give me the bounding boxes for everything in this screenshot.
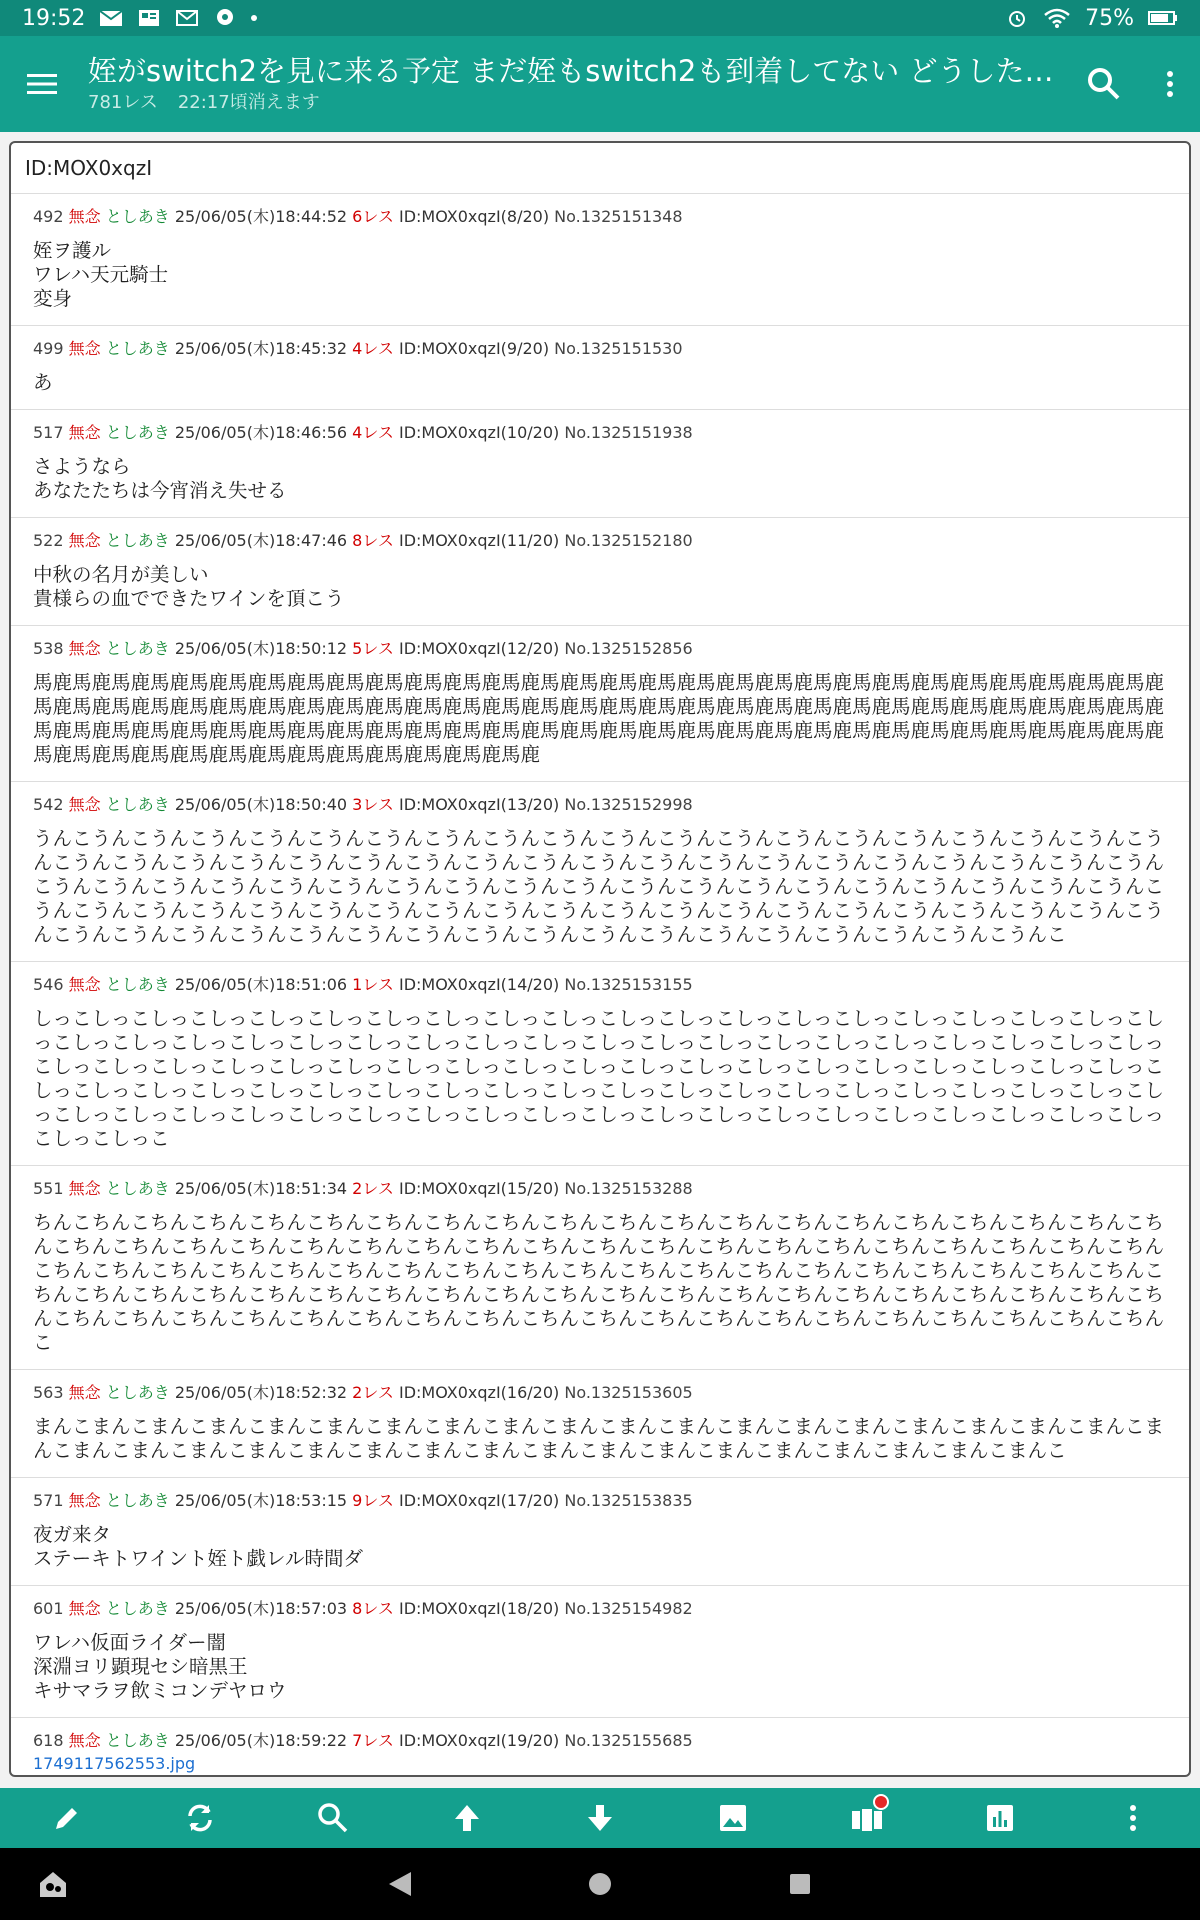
post-meta xyxy=(33,206,1165,228)
post-meta xyxy=(33,1598,1165,1620)
post-number: 618 xyxy=(33,1731,64,1750)
post-number: 563 xyxy=(33,1383,64,1402)
post-number: 601 xyxy=(33,1599,64,1618)
post-item[interactable] xyxy=(11,518,1189,626)
arrow-up-icon xyxy=(453,1803,481,1833)
post-mail-name: 無念 xyxy=(68,207,101,226)
res-count: 781レス xyxy=(88,92,158,113)
arrow-down-icon xyxy=(586,1803,614,1833)
post-id[interactable]: ID:MOX0xqzI(16/20) xyxy=(398,1383,560,1402)
post-mail-name: 無念 xyxy=(68,1383,101,1402)
post-date: 25/06/05(木)18:52:32 xyxy=(174,1383,348,1402)
post-res-count[interactable]: 8レス xyxy=(352,531,394,550)
post-res-count[interactable]: 2レス xyxy=(352,1179,394,1198)
post-user-name: としあき xyxy=(105,1731,170,1750)
chart-icon xyxy=(985,1803,1015,1833)
post-body: ワレハ仮面ライダー闇 深淵ヨリ顕現セシ暗黒王 キサマラヲ飲ミコンデヤロウ xyxy=(33,1631,287,1702)
post-res-count[interactable]: 2レス xyxy=(352,1383,394,1402)
post-no[interactable]: No.1325153605 xyxy=(564,1383,693,1402)
expire-time: 22:17頃消えます xyxy=(177,92,320,113)
post-body: しっこしっこしっこしっこしっこしっこしっこしっこしっこしっこしっこしっこしっこしっこしっこしっこしっこしっこしっこしっこしっこしっこしっこしっこしっこしっこしっこしっこしっこしっこしっこしっこしっこしっこしっこしっこしっこしっこしっこしっこしっこしっこしっこしっこしっこしっこしっこしっこしっこしっこしっこしっこしっこしっこしっこしっこしっこしっこしっこしっこしっこしっこしっこしっこしっこしっこしっこしっこしっこしっこしっこしっこしっこしっこしっこしっこしっこしっこしっこしっこしっこしっこしっこしっこしっこしっこしっこしっこしっこしっこしっこしっこしっこしっこしっこしっこしっこしっこしっこ xyxy=(33,1007,1165,1150)
overflow-menu-button[interactable] xyxy=(1140,36,1200,132)
post-number: 546 xyxy=(33,975,64,994)
id-popup[interactable] xyxy=(9,141,1191,1777)
search-thread-button[interactable] xyxy=(303,1788,363,1848)
stats-button[interactable] xyxy=(970,1788,1030,1848)
post-mail-name: 無念 xyxy=(68,531,101,550)
battery-percent: 75% xyxy=(1085,5,1134,31)
post-res-count[interactable]: 4レス xyxy=(352,423,394,442)
post-res-count[interactable]: 8レス xyxy=(352,1599,394,1618)
post-meta xyxy=(33,530,1165,552)
chat-icon xyxy=(213,8,237,28)
nav-app-button[interactable] xyxy=(36,1848,70,1920)
hamburger-icon xyxy=(27,72,57,96)
post-date: 25/06/05(木)18:51:34 xyxy=(174,1179,348,1198)
post-meta xyxy=(33,1490,1165,1512)
post-mail-name: 無念 xyxy=(68,1179,101,1198)
attachment-link[interactable]: 1749117562553.jpg xyxy=(33,1754,196,1773)
nav-back-button[interactable] xyxy=(360,1848,440,1920)
post-body: うんこうんこうんこうんこうんこうんこうんこうんこうんこうんこうんこうんこうんこうんこうんこうんこうんこうんこうんこうんこうんこうんこうんこうんこうんこうんこうんこうんこうんこうんこうんこうんこうんこうんこうんこうんこうんこうんこうんこうんこうんこうんこうんこうんこうんこうんこうんこうんこうんこうんこうんこうんこうんこうんこうんこうんこうんこうんこうんこうんこうんこうんこうんこうんこうんこうんこうんこうんこうんこうんこうんこうんこうんこうんこうんこうんこうんこうんこうんこうんこうんこうんこうんこうんこうんこうんこうんこうんこうんこうんこうんこうんこうんこうんこうんこ xyxy=(33,827,1165,946)
post-date: 25/06/05(木)18:45:32 xyxy=(174,339,348,358)
mail-outline-icon xyxy=(175,8,199,28)
post-meta xyxy=(33,338,1165,360)
post-body: 中秋の名月が美しい 貴様らの血でできたワインを頂こう xyxy=(33,563,345,610)
news-icon xyxy=(137,8,161,28)
home-tools-icon xyxy=(36,1869,70,1899)
post-number: 517 xyxy=(33,423,64,442)
post-item[interactable] xyxy=(11,962,1189,1166)
more-vert-icon xyxy=(1166,70,1174,98)
post-id[interactable]: ID:MOX0xqzI(18/20) xyxy=(398,1599,560,1618)
battery-icon xyxy=(1148,8,1178,28)
post-mail-name: 無念 xyxy=(68,639,101,658)
post-meta xyxy=(33,1382,1165,1404)
post-mail-name: 無念 xyxy=(68,423,101,442)
post-user-name: としあき xyxy=(105,207,170,226)
search-icon xyxy=(1087,67,1121,101)
wifi-icon xyxy=(1043,8,1071,28)
post-body: 馬鹿馬鹿馬鹿馬鹿馬鹿馬鹿馬鹿馬鹿馬鹿馬鹿馬鹿馬鹿馬鹿馬鹿馬鹿馬鹿馬鹿馬鹿馬鹿馬鹿馬鹿馬鹿馬鹿馬鹿馬鹿馬鹿馬鹿馬鹿馬鹿馬鹿馬鹿馬鹿馬鹿馬鹿馬鹿馬鹿馬鹿馬鹿馬鹿馬鹿馬鹿馬鹿馬鹿馬鹿馬鹿馬鹿馬鹿馬鹿馬鹿馬鹿馬鹿馬鹿馬鹿馬鹿馬鹿馬鹿馬鹿馬鹿馬鹿馬鹿馬鹿馬鹿馬鹿馬鹿馬鹿馬鹿馬鹿馬鹿馬鹿馬鹿馬鹿馬鹿馬鹿馬鹿馬鹿馬鹿馬鹿馬鹿馬鹿馬鹿馬鹿馬鹿馬鹿馬鹿馬鹿馬鹿馬鹿馬鹿馬鹿馬鹿馬鹿馬鹿馬鹿馬鹿馬鹿馬鹿馬鹿馬鹿馬鹿馬鹿 xyxy=(33,671,1165,766)
post-user-name: としあき xyxy=(105,639,170,658)
post-item[interactable] xyxy=(11,626,1189,782)
post-number: 571 xyxy=(33,1491,64,1510)
post-date: 25/06/05(木)18:53:15 xyxy=(174,1491,348,1510)
scroll-bottom-button[interactable] xyxy=(570,1788,630,1848)
refresh-button[interactable] xyxy=(170,1788,230,1848)
post-number: 542 xyxy=(33,795,64,814)
post-body: ちんこちんこちんこちんこちんこちんこちんこちんこちんこちんこちんこちんこちんこちんこちんこちんこちんこちんこちんこちんこちんこちんこちんこちんこちんこちんこちんこちんこちんこちんこちんこちんこちんこちんこちんこちんこちんこちんこちんこちんこちんこちんこちんこちんこちんこちんこちんこちんこちんこちんこちんこちんこちんこちんこちんこちんこちんこちんこちんこちんこちんこちんこちんこちんこちんこちんこちんこちんこちんこちんこちんこちんこちんこちんこちんこちんこちんこちんこちんこちんこちんこちんこちんこちんこちんこちんこちんこちんこちんこちんこちんこちんこちんこちんこちんこちんこちんこ xyxy=(33,1211,1165,1354)
post-res-count[interactable]: 1レス xyxy=(352,975,394,994)
post-meta xyxy=(33,1730,1165,1752)
post-body: 姪ヲ護ル ワレハ天元騎士 変身 xyxy=(33,239,169,310)
post-id[interactable]: ID:MOX0xqzI(12/20) xyxy=(398,639,560,658)
post-no[interactable]: No.1325153288 xyxy=(564,1179,693,1198)
toolbar-more-button[interactable] xyxy=(1103,1788,1163,1848)
post-user-name: としあき xyxy=(105,531,170,550)
post-no[interactable]: No.1325151530 xyxy=(554,339,683,358)
alarm-icon xyxy=(1005,8,1029,28)
post-meta xyxy=(33,638,1165,660)
post-user-name: としあき xyxy=(105,1179,170,1198)
post-item[interactable] xyxy=(11,1166,1189,1370)
post-item[interactable] xyxy=(11,326,1189,410)
post-number: 522 xyxy=(33,531,64,550)
post-item[interactable] xyxy=(11,1478,1189,1586)
search-icon xyxy=(317,1802,349,1834)
search-button[interactable] xyxy=(1068,36,1140,132)
post-date: 25/06/05(木)18:51:06 xyxy=(174,975,348,994)
post-item[interactable] xyxy=(11,1370,1189,1478)
post-item[interactable] xyxy=(11,1586,1189,1718)
post-no[interactable]: No.1325152180 xyxy=(564,531,693,550)
post-id[interactable]: ID:MOX0xqzI(15/20) xyxy=(398,1179,560,1198)
nav-recents-button[interactable] xyxy=(760,1848,840,1920)
thread-title: 姪がswitch2を見に来る予定 まだ姪もswitch2も到着してない どうした… xyxy=(88,54,1054,88)
post-mail-name: 無念 xyxy=(68,975,101,994)
post-id[interactable]: ID:MOX0xqzI(8/20) xyxy=(398,207,550,226)
post-meta xyxy=(33,974,1165,996)
refresh-icon xyxy=(184,1802,216,1834)
post-no[interactable]: No.1325153155 xyxy=(564,975,693,994)
post-user-name: としあき xyxy=(105,339,170,358)
post-no[interactable]: No.1325153835 xyxy=(564,1491,693,1510)
post-res-count[interactable]: 7レス xyxy=(352,1731,394,1750)
post-mail-name: 無念 xyxy=(68,1731,101,1750)
post-number: 499 xyxy=(33,339,64,358)
post-user-name: としあき xyxy=(105,1491,170,1510)
post-user-name: としあき xyxy=(105,795,170,814)
mail-icon xyxy=(99,8,123,28)
post-no[interactable]: No.1325151348 xyxy=(554,207,683,226)
post-date: 25/06/05(木)18:47:46 xyxy=(174,531,348,550)
post-mail-name: 無念 xyxy=(68,1491,101,1510)
status-bar xyxy=(0,0,1200,36)
post-item[interactable] xyxy=(11,194,1189,326)
more-vert-icon xyxy=(1129,1804,1137,1832)
post-date: 25/06/05(木)18:57:03 xyxy=(174,1599,348,1618)
write-button[interactable] xyxy=(37,1788,97,1848)
post-id[interactable]: ID:MOX0xqzI(13/20) xyxy=(398,795,560,814)
post-body: まんこまんこまんこまんこまんこまんこまんこまんこまんこまんこまんこまんこまんこまんこまんこまんこまんこまんこまんこまんこまんこまんこまんこまんこまんこまんこまんこまんこまんこまんこまんこまんこまんこまんこまんこまんこまんこ xyxy=(33,1415,1165,1462)
bottom-toolbar xyxy=(0,1788,1200,1848)
pencil-icon xyxy=(52,1803,82,1833)
notification-badge xyxy=(873,1794,889,1810)
more-notifications-dot xyxy=(251,15,257,21)
post-body: 夜ガ来タ ステーキトワイント姪ト戯レル時間ダ xyxy=(33,1523,364,1570)
post-res-count[interactable]: 5レス xyxy=(352,639,394,658)
post-date: 25/06/05(木)18:44:52 xyxy=(174,207,348,226)
post-item[interactable] xyxy=(11,1718,1189,1777)
post-id[interactable]: ID:MOX0xqzI(17/20) xyxy=(398,1491,560,1510)
post-date: 25/06/05(木)18:46:56 xyxy=(174,423,348,442)
post-id[interactable]: ID:MOX0xqzI(19/20) xyxy=(398,1731,560,1750)
post-id[interactable]: ID:MOX0xqzI(9/20) xyxy=(398,339,550,358)
app-bar xyxy=(0,36,1200,132)
system-nav-bar xyxy=(0,1848,1200,1920)
post-body: あ xyxy=(33,371,53,394)
home-circle-icon xyxy=(588,1872,612,1896)
post-number: 551 xyxy=(33,1179,64,1198)
thread-title-area xyxy=(84,52,1068,116)
post-date: 25/06/05(木)18:50:40 xyxy=(174,795,348,814)
post-list xyxy=(11,194,1189,1777)
post-id[interactable]: ID:MOX0xqzI(10/20) xyxy=(398,423,560,442)
post-date: 25/06/05(木)18:50:12 xyxy=(174,639,348,658)
post-id[interactable]: ID:MOX0xqzI(14/20) xyxy=(398,975,560,994)
post-meta xyxy=(33,794,1165,816)
post-id[interactable]: ID:MOX0xqzI(11/20) xyxy=(398,531,560,550)
post-no[interactable]: No.1325154982 xyxy=(564,1599,693,1618)
post-number: 492 xyxy=(33,207,64,226)
recents-square-icon xyxy=(788,1872,812,1896)
nav-home-button[interactable] xyxy=(560,1848,640,1920)
post-no[interactable]: No.1325155685 xyxy=(564,1731,693,1750)
post-item[interactable] xyxy=(11,410,1189,518)
post-body: さようなら あなたたちは今宵消え失せる xyxy=(33,455,287,502)
post-mail-name: 無念 xyxy=(68,339,101,358)
post-res-count[interactable]: 6レス xyxy=(352,207,394,226)
post-no[interactable]: No.1325152998 xyxy=(564,795,693,814)
post-mail-name: 無念 xyxy=(68,795,101,814)
post-number: 538 xyxy=(33,639,64,658)
back-triangle-icon xyxy=(387,1870,413,1898)
post-res-count[interactable]: 3レス xyxy=(352,795,394,814)
post-meta xyxy=(33,422,1165,444)
gallery-button[interactable] xyxy=(837,1788,897,1848)
post-no[interactable]: No.1325152856 xyxy=(564,639,693,658)
post-user-name: としあき xyxy=(105,423,170,442)
menu-button[interactable] xyxy=(0,36,84,132)
post-user-name: としあき xyxy=(105,1383,170,1402)
popup-header: ID:MOX0xqzI xyxy=(11,143,1189,194)
post-user-name: としあき xyxy=(105,1599,170,1618)
post-date: 25/06/05(木)18:59:22 xyxy=(174,1731,348,1750)
image-icon xyxy=(718,1803,748,1833)
post-user-name: としあき xyxy=(105,975,170,994)
post-res-count[interactable]: 9レス xyxy=(352,1491,394,1510)
post-no[interactable]: No.1325151938 xyxy=(564,423,693,442)
post-res-count[interactable]: 4レス xyxy=(352,339,394,358)
post-item[interactable] xyxy=(11,782,1189,962)
post-meta xyxy=(33,1178,1165,1200)
scroll-top-button[interactable] xyxy=(437,1788,497,1848)
post-mail-name: 無念 xyxy=(68,1599,101,1618)
status-time: 19:52 xyxy=(22,5,86,31)
image-button[interactable] xyxy=(703,1788,763,1848)
